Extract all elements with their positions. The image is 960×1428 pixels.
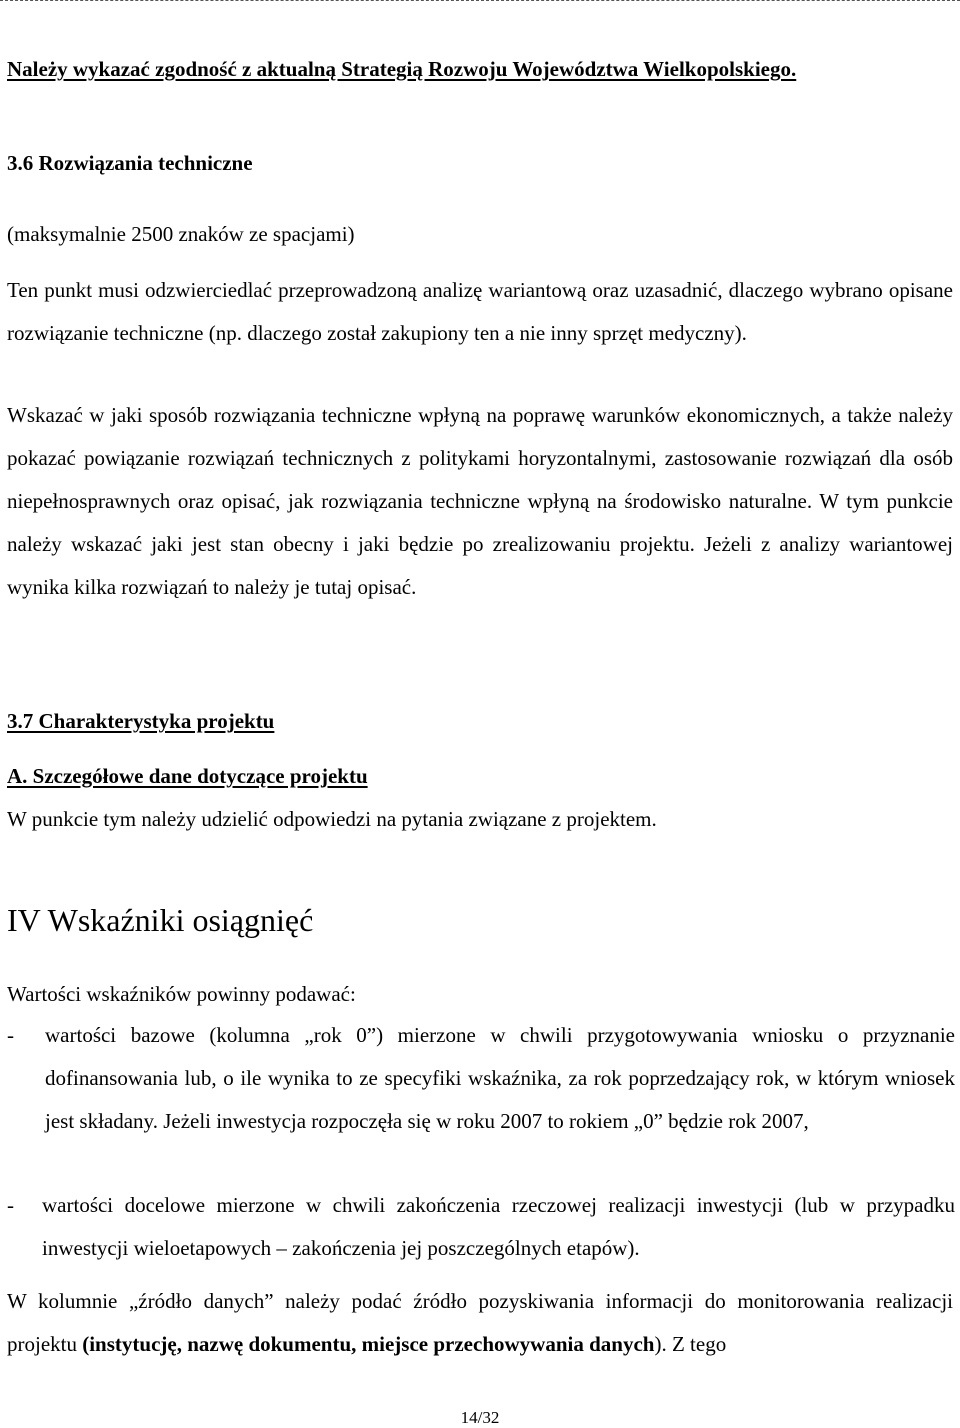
section-iv-heading: IV Wskaźniki osiągnięć [7, 902, 314, 938]
strategy-notice: Należy wykazać zgodność z aktualną Strategią Rozwoju Województwa Wielkopolskiego. [7, 57, 797, 81]
bullet-dash: - [7, 1023, 14, 1047]
section-3-6-paragraph-2: Wskazać w jaki sposób rozwiązania techniczne wpłyną na poprawę warunków ekonomicznych, a także należy pokazać powiązanie rozwiązań technicznych z politykami horyzontalnymi, zastosowanie rozwiązań dla osób niepełnosprawnych oraz opisać, jak rozwiązania techniczne wpłyną na środowisko naturalne. W tym punkcie należy wskazać jaki jest stan obecny i jaki będzie po zrealizowaniu projektu. Jeżeli z analizy wariantowej wynika kilka rozwiązań to należy je tutaj opisać. [7, 403, 953, 599]
data-source-paragraph [7, 1280, 953, 1366]
bullet-target-values: wartości docelowe mierzone w chwili zakończenia rzeczowej realizacji inwestycji (lub w przypadku inwestycji wieloetapowych – zakończenia jej poszczególnych etapów). [42, 1193, 955, 1260]
bullet-baseline-values: wartości bazowe (kolumna „rok 0”) mierzone w chwili przygotowywania wniosku o przyznanie dofinansowania lub, o ile wynika to ze specyfiki wskaźnika, za rok poprzedzający rok, w którym wniosek jest składany. Jeżeli inwestycja rozpoczęła się w roku 2007 to rokiem „0” będzie rok 2007, [45, 1023, 955, 1133]
char-limit-note: (maksymalnie 2500 znaków ze spacjami) [7, 222, 355, 246]
page-number: 14/32 [460, 1408, 500, 1427]
data-source-text: W kolumnie „źródło danych” należy podać źródło pozyskiwania informacji do monitorowania realizacji projektu [7, 1289, 953, 1356]
bullet-dash: - [7, 1193, 14, 1217]
top-rule [0, 0, 960, 1]
section-3-6-heading: 3.6 Rozwiązania techniczne [7, 151, 253, 175]
data-source-bold: (instytucję, nazwę dokumentu, miejsce przechowywania danych [82, 1332, 655, 1356]
section-3-7-subheading: A. Szczegółowe dane dotyczące projektu [7, 764, 368, 788]
data-source-end: ). Z tego [654, 1332, 727, 1356]
section-3-7-paragraph: W punkcie tym należy udzielić odpowiedzi na pytania związane z projektem. [7, 807, 657, 831]
section-3-7-heading: 3.7 Charakterystyka projektu [7, 709, 275, 733]
indicators-intro: Wartości wskaźników powinny podawać: [7, 982, 356, 1006]
section-3-6-paragraph-1: Ten punkt musi odzwierciedlać przeprowadzoną analizę wariantową oraz uzasadnić, dlaczego wybrano opisane rozwiązanie techniczne (np. dlaczego został zakupiony ten a nie inny sprzęt medyczny). [7, 278, 953, 345]
